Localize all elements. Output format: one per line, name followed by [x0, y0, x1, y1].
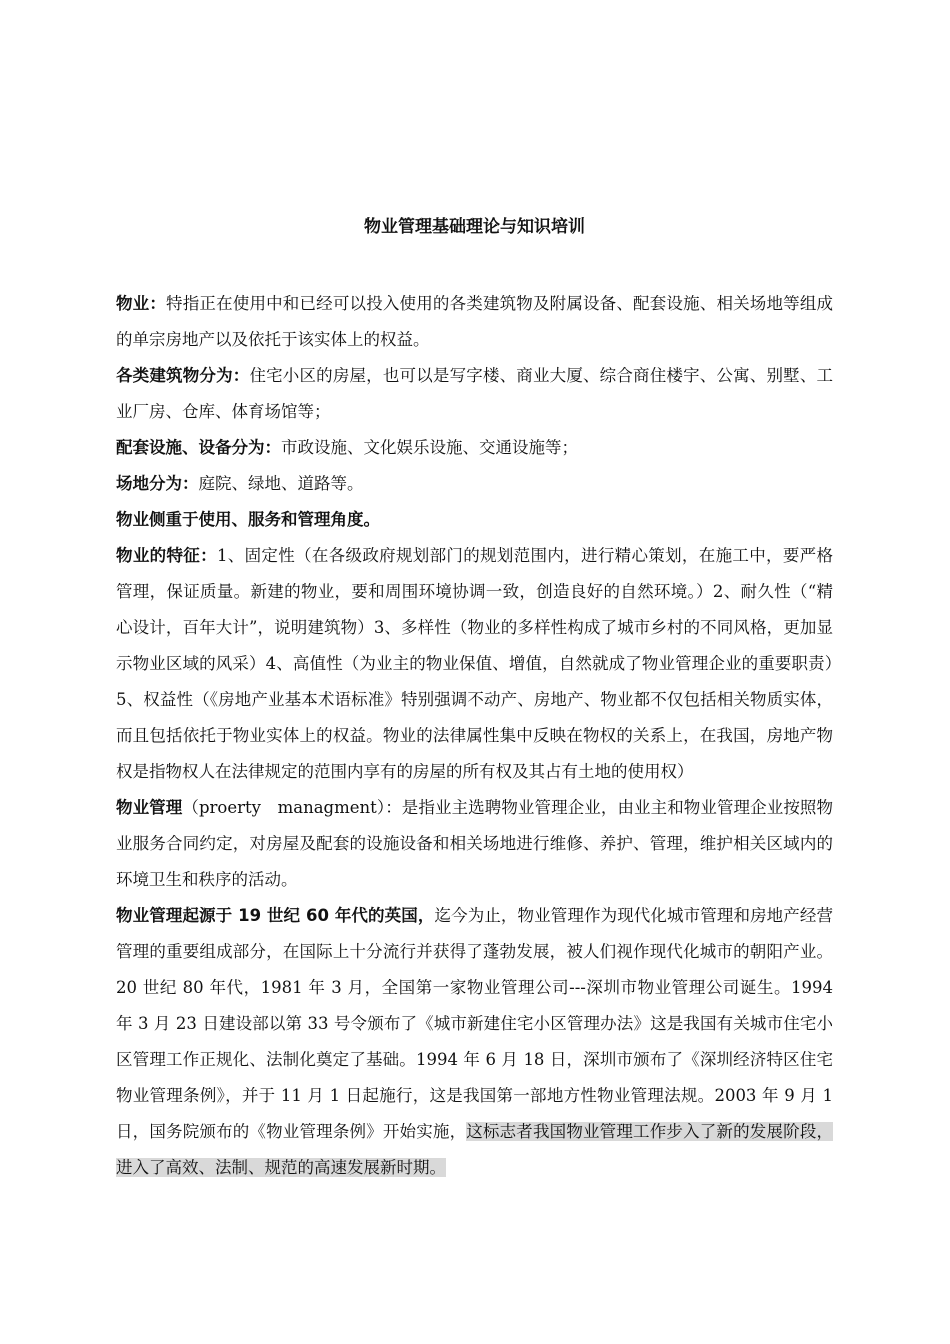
term-label: 物业的特征：	[116, 546, 217, 565]
paragraph-sites	[116, 466, 833, 502]
paragraph-property-features	[116, 538, 833, 790]
paragraph-text: 特指正在使用中和已经可以投入使用的各类建筑物及附属设备、配套设施、相关场地等组成的单宗房地产以及依托于该实体上的权益。	[116, 294, 834, 349]
document-title: 物业管理基础理论与知识培训	[364, 217, 585, 237]
term-label: 物业管理起源于 19 世纪 60 年代的英国，	[116, 906, 435, 925]
paragraph-text: 庭院、绿地、道路等。	[198, 474, 364, 493]
paragraph-management-origin	[116, 898, 833, 1186]
term-label: 物业：	[116, 294, 167, 313]
term-label: 配套设施、设备分为：	[116, 438, 281, 457]
paragraph-text: （proerty managment）：是指业主选聘物业管理企业，由业主和物业管理企业按照物业服务合同约定，对房屋及配套的设施设备和相关场地进行维修、养护、管理，维护相关区域内的环境卫生和秩序的活动。	[116, 798, 834, 889]
paragraph-property-focus	[116, 502, 833, 538]
paragraph-property-definition	[116, 286, 833, 358]
paragraph-text: 1、固定性（在各级政府规划部门的规划范围内，进行精心策划，在施工中，要严格管理，保证质量。新建的物业，要和周围环境协调一致，创造良好的自然环境。）2、耐久性（“精心设计，百年大计”，说明建筑物）3、多样性（物业的多样性构成了城市乡村的不同风格，更加显示物业区域的风采）4、高值性（为业主的物业保值、增值，自然就成了物业管理企业的重要职责）5、权益性（《房地产业基本术语标准》特别强调不动产、房地产、物业都不仅包括相关物质实体，而且包括依托于物业实体上的权益。物业的法律属性集中反映在物权的关系上，在我国，房地产物权是指物权人在法律规定的范围内享有的房屋的所有权及其占有土地的使用权）	[116, 546, 834, 781]
term-label: 各类建筑物分为：	[116, 366, 250, 385]
document-page	[116, 212, 833, 1186]
paragraph-text: 住宅小区的房屋，也可以是写字楼、商业大厦、综合商住楼宇、公寓、别墅、工业厂房、仓库、体育场馆等；	[116, 366, 834, 421]
term-label: 物业侧重于使用、服务和管理角度。	[116, 510, 380, 529]
paragraph-text: 市政设施、文化娱乐设施、交通设施等；	[281, 438, 578, 457]
paragraph-facilities	[116, 430, 833, 466]
paragraph-text: 迄今为止，物业管理作为现代化城市管理和房地产经营管理的重要组成部分，在国际上十分流行并获得了蓬勃发展，被人们视作现代化城市的朝阳产业。20 世纪 80 年代，1981 年 3 月，全国第一家物业管理公司---深圳市物业管理公司诞生。1994 年 3 月 23 日建设部以第 33 号令颁布了《城市新建住宅小区管理办法》这是我国有关城市住宅小区管理工作正规化、法制化奠定了基础。1994 年 6 月 18 日，深圳市颁布了《深圳经济特区住宅物业管理条例》，并于 11 月 1 日起施行，这是我国第一部地方性物业管理法规。2003 年 9 月 1 日，国务院颁布的《物业管理条例》开始实施，	[116, 906, 833, 1141]
term-label: 场地分为：	[116, 474, 199, 493]
term-label: 物业管理	[116, 798, 183, 817]
paragraph-property-management	[116, 790, 833, 898]
paragraph-building-types	[116, 358, 833, 430]
highlighted-text: 这标志者我国物业管理工作步入了新的发展阶段，进入了高效、法制、规范的高速发展新时期。	[116, 1122, 834, 1177]
